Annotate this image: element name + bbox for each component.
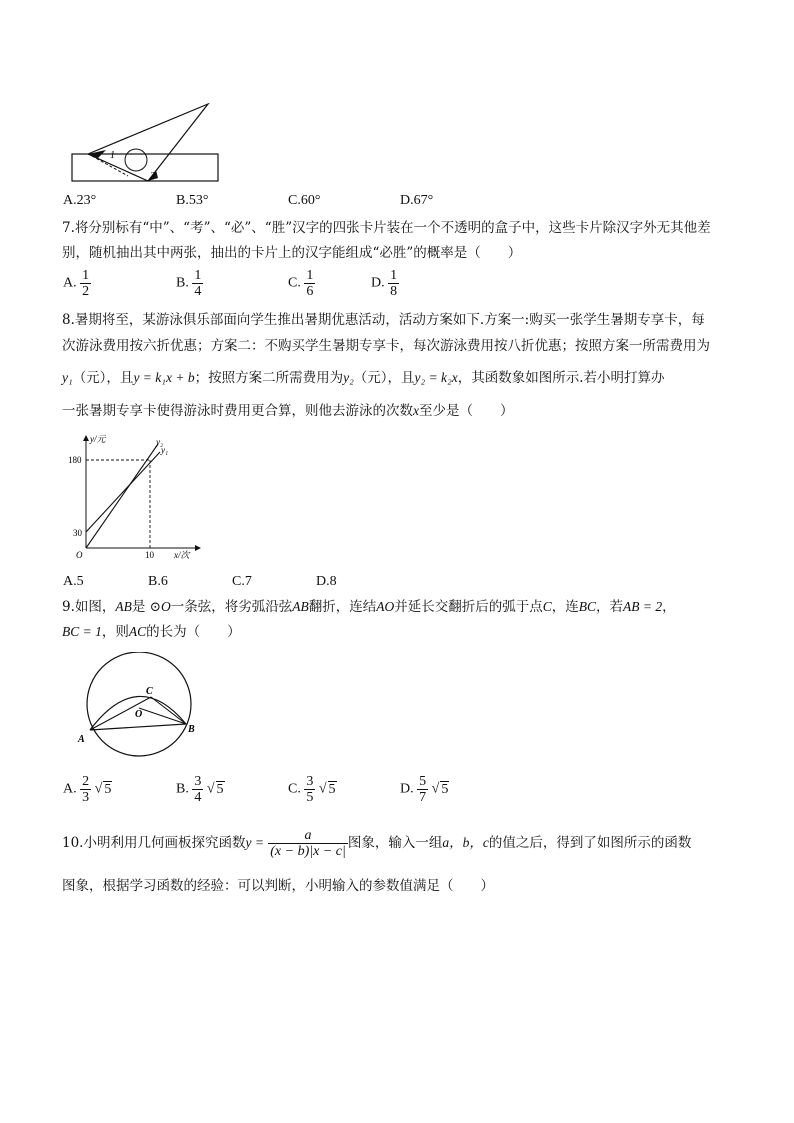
q8-line-4: 一张暑期专享卡使得游泳时费用更合算，则他去游泳的次数x至少是（ ） — [62, 403, 514, 419]
origin-label: O — [76, 550, 83, 560]
y-tick-180: 180 — [68, 455, 82, 465]
q6-option-b[interactable]: B.53° — [176, 193, 209, 208]
q8-option-c[interactable]: C.7 — [232, 574, 252, 589]
q9-option-d[interactable]: D. $\frac{5}{7}$ √ 5 — [400, 774, 449, 805]
eq-y1: y = k₁x + b — [133, 370, 195, 385]
var-y2: y₂ — [343, 370, 354, 385]
q6-option-a[interactable]: A.23° — [63, 193, 97, 208]
label-c: C — [146, 686, 153, 697]
q7-option-c[interactable]: C. $\frac{1}{6}$ — [288, 268, 314, 299]
segment-cb — [151, 697, 186, 724]
ruler — [72, 154, 218, 181]
q8-line-2: 次游泳费用按六折优惠；方案二：不购买学生暑期专享卡，每次游泳费用按八折优惠；按照方案一所需费用为 — [62, 338, 710, 354]
q7-line-2: 别，随机抽出其中两张，抽出的卡片上的汉字能组成“必胜”的概率是（ ） — [62, 245, 522, 261]
q7-line-1: 7.将分别标有“中”、“考”、“必”、“胜”汉字的四张卡片装在一个不透明的盒子中，这些卡片除汉字外无其他差 — [62, 220, 711, 236]
line-y1 — [86, 452, 160, 532]
q9-line-2: BC = 1，则AC的长为（ ） — [62, 624, 241, 640]
q8-option-b[interactable]: B.6 — [148, 574, 168, 589]
angle-1-label: 1 — [110, 150, 115, 161]
q7-option-b[interactable]: B. $\frac{1}{4}$ — [176, 268, 202, 299]
label-a: A — [78, 734, 85, 745]
q7-option-d[interactable]: D. $\frac{1}{8}$ — [371, 268, 398, 299]
q6-figure — [68, 100, 223, 185]
q9-option-b[interactable]: B. $\frac{3}{4}$ √ 5 — [176, 774, 224, 805]
q10-line-2: 图象，根据学习函数的经验：可以判断，小明输入的参数值满足（ ） — [62, 878, 494, 894]
function-fraction: $\frac{a}{(x - b)|x - c|}$ — [270, 828, 346, 859]
angle-2-label: 2 — [150, 171, 155, 182]
var-y1: y₁ — [62, 370, 73, 385]
y-tick-30: 30 — [73, 528, 82, 538]
x-tick-10: 10 — [145, 550, 154, 560]
q8-line-3: y₁（元），且y = k₁x + b；按照方案二所需费用为y₂（元），且y₂ = k₂x，其函数象如图所示.若小明打算办 — [62, 370, 665, 386]
q9-figure — [74, 652, 214, 764]
q8-option-a[interactable]: A.5 — [63, 574, 84, 589]
circle — [125, 149, 147, 171]
q9-option-a[interactable]: A. $\frac{2}{3}$ √ 5 — [63, 774, 112, 805]
q9-line-1: 9.如图，AB是 ⊙O一条弦，将劣弧沿弦AB翻折，连结AO并延长交翻折后的弧于点C，连BC，若AB = 2， — [62, 599, 676, 615]
q8-line-1: 8.暑期将至，某游泳俱乐部面向学生推出暑期优惠活动，活动方案如下.方案一:购买一张学生暑期专享卡，每 — [62, 312, 705, 328]
x-axis-label: x/次 — [174, 550, 190, 560]
chord-ab — [90, 724, 186, 730]
q6-option-c[interactable]: C.60° — [288, 193, 321, 208]
label-y2: y₂ — [156, 437, 164, 447]
y-axis-label: y/元 — [90, 434, 106, 444]
q10-line-1: 10.小明利用几何画板探究函数y = $\frac{a}{(x - b)|x - c|}$ 图象，输入一组a，b，c的值之后，得到了如图所示的函数 — [62, 828, 692, 859]
q8-option-d[interactable]: D.8 — [316, 574, 337, 589]
label-o: O — [135, 709, 143, 720]
eq-y2: y₂ = k₂x — [414, 370, 458, 385]
set-square — [88, 104, 208, 181]
label-y1: y₁ — [161, 445, 169, 455]
label-b: B — [188, 724, 195, 735]
q9-option-c[interactable]: C. $\frac{3}{5}$ √ 5 — [288, 774, 336, 805]
q7-option-a[interactable]: A. $\frac{1}{2}$ — [63, 268, 90, 299]
q6-option-d[interactable]: D.67° — [400, 193, 434, 208]
q8-graph — [66, 432, 206, 564]
